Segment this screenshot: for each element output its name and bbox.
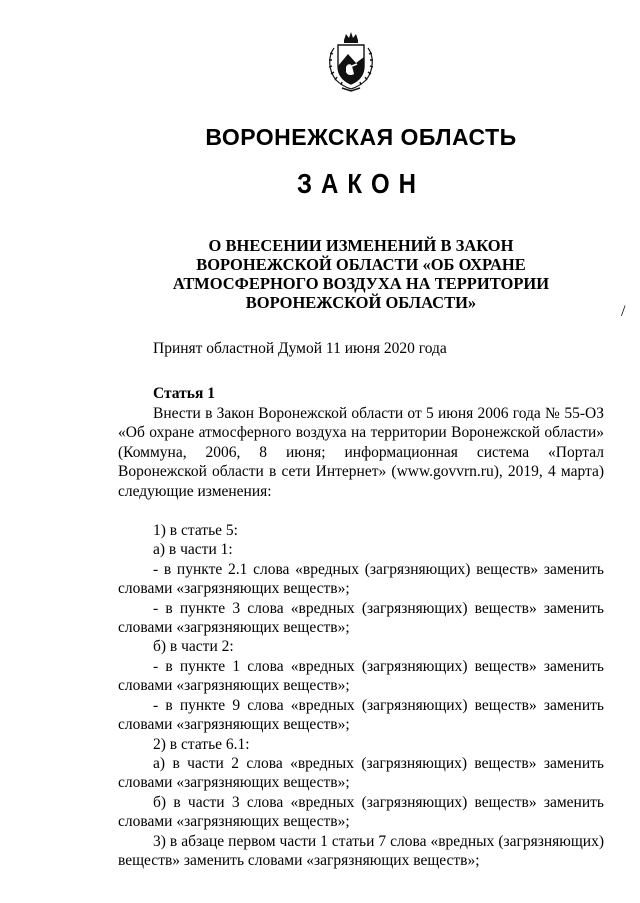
article-item: а) в части 2 слова «вредных (загрязняющих) веществ» заменить словами «загрязняющих веществ»; [118, 754, 604, 792]
law-subject-line: ВОРОНЕЖСКОЙ ОБЛАСТИ» [245, 293, 477, 312]
article-intro-paragraph: Внести в Закон Воронежской области от 5 июня 2006 года № 55-ОЗ «Об охране атмосферного воздуха на территории Воронежской области» (Коммуна, 2006, 8 июня; информационная система «Портал Воронежской области в сети Интернет» (www.govvrn.ru), 2019, 4 марта) следующие изменения: [118, 405, 604, 500]
article-item: 2) в статье 6.1: [153, 735, 250, 753]
paragraph-gap [118, 501, 604, 521]
article-item: - в пункте 3 слова «вредных (загрязняющих) веществ» заменить словами «загрязняющих веществ»; [118, 599, 604, 637]
law-subject-line: ВОРОНЕЖСКОЙ ОБЛАСТИ «ОБ ОХРАНЕ [196, 255, 526, 274]
article-body [118, 404, 604, 870]
article-item: - в пункте 9 слова «вредных (загрязняющих) веществ» заменить словами «загрязняющих веществ»; [118, 696, 604, 734]
article-item: - в пункте 2.1 слова «вредных (загрязняющих) веществ» заменить словами «загрязняющих веществ»; [118, 560, 604, 598]
law-subject [0, 236, 640, 312]
article-item: 1) в статье 5: [153, 522, 238, 540]
article-item: б) в части 2: [153, 638, 234, 656]
adoption-date: Принят областной Думой 11 июня 2020 года [153, 340, 447, 357]
voronezh-coat-of-arms-icon [318, 30, 384, 96]
law-subject-line: О ВНЕСЕНИИ ИЗМЕНЕНИЙ В ЗАКОН [208, 236, 514, 255]
article-item: б) в части 3 слова «вредных (загрязняющих) веществ» заменить словами «загрязняющих веществ»; [118, 793, 604, 831]
article-item: - в пункте 1 слова «вредных (загрязняющих) веществ» заменить словами «загрязняющих веществ»; [118, 657, 604, 695]
region-title: ВОРОНЕЖСКАЯ ОБЛАСТЬ [205, 124, 517, 150]
article-heading: Статья 1 [153, 385, 215, 402]
law-subject-line: АТМОСФЕРНОГО ВОЗДУХА НА ТЕРРИТОРИИ [172, 274, 550, 293]
article-item: 3) в абзаце первом части 1 статьи 7 слова «вредных (загрязняющих) веществ» заменить словами «загрязняющих веществ»; [118, 832, 604, 869]
margin-mark: / [621, 303, 626, 320]
document-type-title: ЗАКОН [296, 168, 425, 200]
article-item: а) в части 1: [153, 541, 233, 559]
